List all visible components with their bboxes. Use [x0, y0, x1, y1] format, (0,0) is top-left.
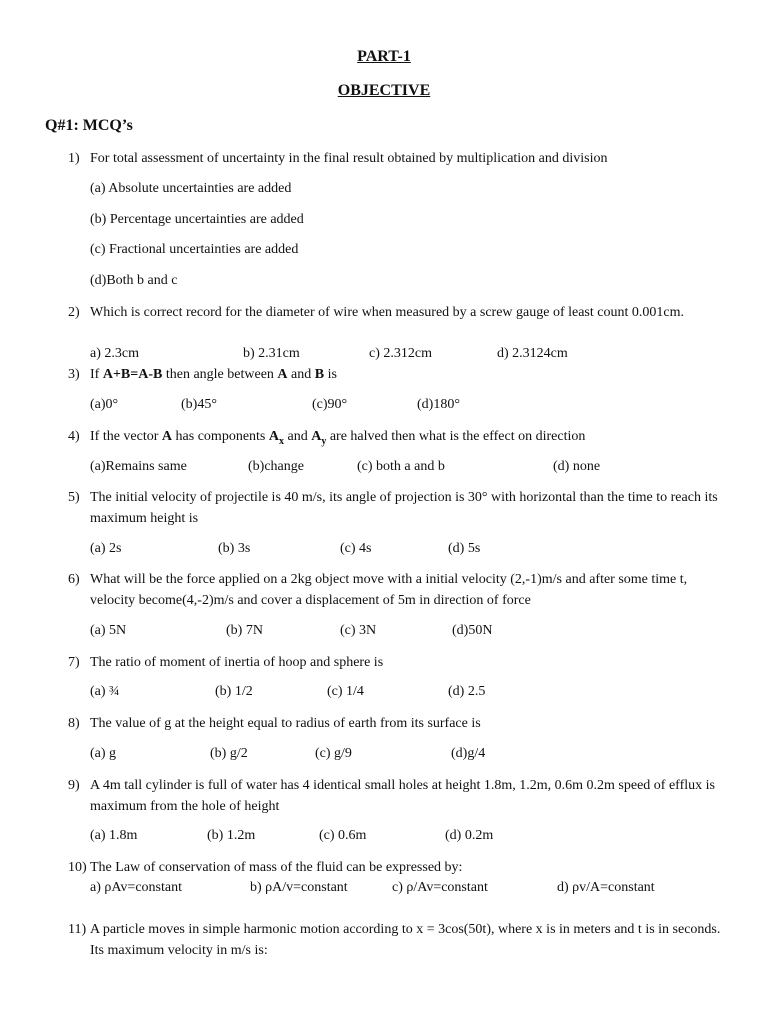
option-c: (c) 1/4 — [327, 684, 364, 699]
option-d: (d) none — [553, 459, 601, 474]
option-c: c) 2.312cm — [369, 346, 432, 361]
question-text: The Law of conservation of mass of the fluid can be expressed by: — [90, 860, 463, 875]
question-text: If A+B=A-B then angle between A and B is — [90, 367, 337, 382]
question-2 — [68, 302, 728, 323]
option-c: (c) 0.6m — [319, 828, 367, 843]
question-text: The ratio of moment of inertia of hoop and sphere is — [90, 655, 384, 670]
option-a: (a) 2s — [90, 541, 122, 556]
question-heading: Q#1: MCQ’s — [45, 117, 133, 134]
option-a: (a) 5N — [90, 623, 127, 638]
section-title: OBJECTIVE — [337, 82, 431, 99]
option-d: (d)Both b and c — [90, 273, 178, 288]
option-b: (b) 7N — [226, 623, 263, 638]
option-c: (c) both a and b — [357, 459, 445, 474]
question-text: What will be the force applied on a 2kg object move with a initial velocity (2,-1)m/s and after some time t, velocity become(4,-2)m/s and cover a displacement of 5m in direction of force — [90, 572, 688, 608]
option-b: (b) g/2 — [210, 746, 248, 761]
question-5 — [68, 487, 728, 529]
question-number: 11) — [68, 922, 87, 937]
option-a: (a)Remains same — [90, 459, 187, 474]
option-b: (b)45° — [181, 397, 217, 412]
option-b: (b) 1/2 — [215, 684, 253, 699]
question-number: 8) — [68, 716, 80, 731]
part-title: PART-1 — [357, 48, 411, 65]
question-7 — [68, 652, 728, 673]
question-text: The value of g at the height equal to radius of earth from its surface is — [90, 716, 481, 731]
option-d: d) ρv/A=constant — [557, 880, 655, 895]
option-a: (a) 1.8m — [90, 828, 138, 843]
option-c: (c) 4s — [340, 541, 372, 556]
question-text: Which is correct record for the diameter of wire when measured by a screw gauge of least count 0.001cm. — [90, 305, 684, 320]
option-a: (a) g — [90, 746, 117, 761]
question-text: If the vector A has components $A_x$ and $A_y$ are halved then what is the effect on direction — [90, 429, 586, 447]
option-a: a) ρAv=constant — [90, 880, 182, 895]
option-b: (b)change — [248, 459, 304, 474]
question-4 — [68, 426, 728, 452]
question-number: 1) — [68, 151, 80, 166]
option-b: (b) Percentage uncertainties are added — [90, 212, 304, 227]
option-b: (b) 1.2m — [207, 828, 256, 843]
option-d: (d)50N — [452, 623, 493, 638]
question-text: For total assessment of uncertainty in the final result obtained by multiplication and division — [90, 151, 608, 166]
question-number: 10) — [68, 860, 87, 875]
option-b: b) ρA/v=constant — [250, 880, 348, 895]
option-c: (c) Fractional uncertainties are added — [90, 242, 299, 257]
option-b: (b) 3s — [218, 541, 251, 556]
question-number: 9) — [68, 778, 80, 793]
option-d: (d) 5s — [448, 541, 481, 556]
question-8 — [68, 713, 728, 734]
option-a: (a) Absolute uncertainties are added — [90, 181, 292, 196]
question-number: 3) — [68, 367, 80, 382]
question-text: A 4m tall cylinder is full of water has 4 identical small holes at height 1.8m, 1.2m, 0.6m 0.2m speed of efflux is maximum from the hole of height — [90, 778, 715, 814]
question-text: A particle moves in simple harmonic motion according to x = 3cos(50t), where x is in meters and t is in seconds. Its maximum velocity in m/s is: — [90, 922, 721, 958]
option-d: (d) 0.2m — [445, 828, 494, 843]
option-d: d) 2.3124cm — [497, 346, 568, 361]
option-d: (d)g/4 — [451, 746, 486, 761]
option-c: (c) g/9 — [315, 746, 352, 761]
option-c: c) ρ/Av=constant — [392, 880, 488, 895]
option-b: b) 2.31cm — [243, 346, 300, 361]
option-a: (a) ¾ — [90, 684, 120, 699]
question-3 — [68, 364, 728, 385]
question-11 — [68, 919, 728, 961]
question-text: The initial velocity of projectile is 40 m/s, its angle of projection is 30° with horizontal than the time to reach its maximum height is — [90, 490, 718, 526]
question-6 — [68, 569, 728, 611]
question-number: 5) — [68, 490, 80, 505]
question-9 — [68, 775, 728, 817]
question-number: 6) — [68, 572, 80, 587]
option-d: (d) 2.5 — [448, 684, 486, 699]
question-number: 4) — [68, 429, 80, 444]
option-a: a) 2.3cm — [90, 346, 139, 361]
option-c: (c) 3N — [340, 623, 377, 638]
question-number: 2) — [68, 305, 80, 320]
question-number: 7) — [68, 655, 80, 670]
option-d: (d)180° — [417, 397, 460, 412]
option-c: (c)90° — [312, 397, 348, 412]
question-1 — [68, 148, 728, 169]
question-10 — [68, 857, 728, 878]
option-a: (a)0° — [90, 397, 119, 412]
